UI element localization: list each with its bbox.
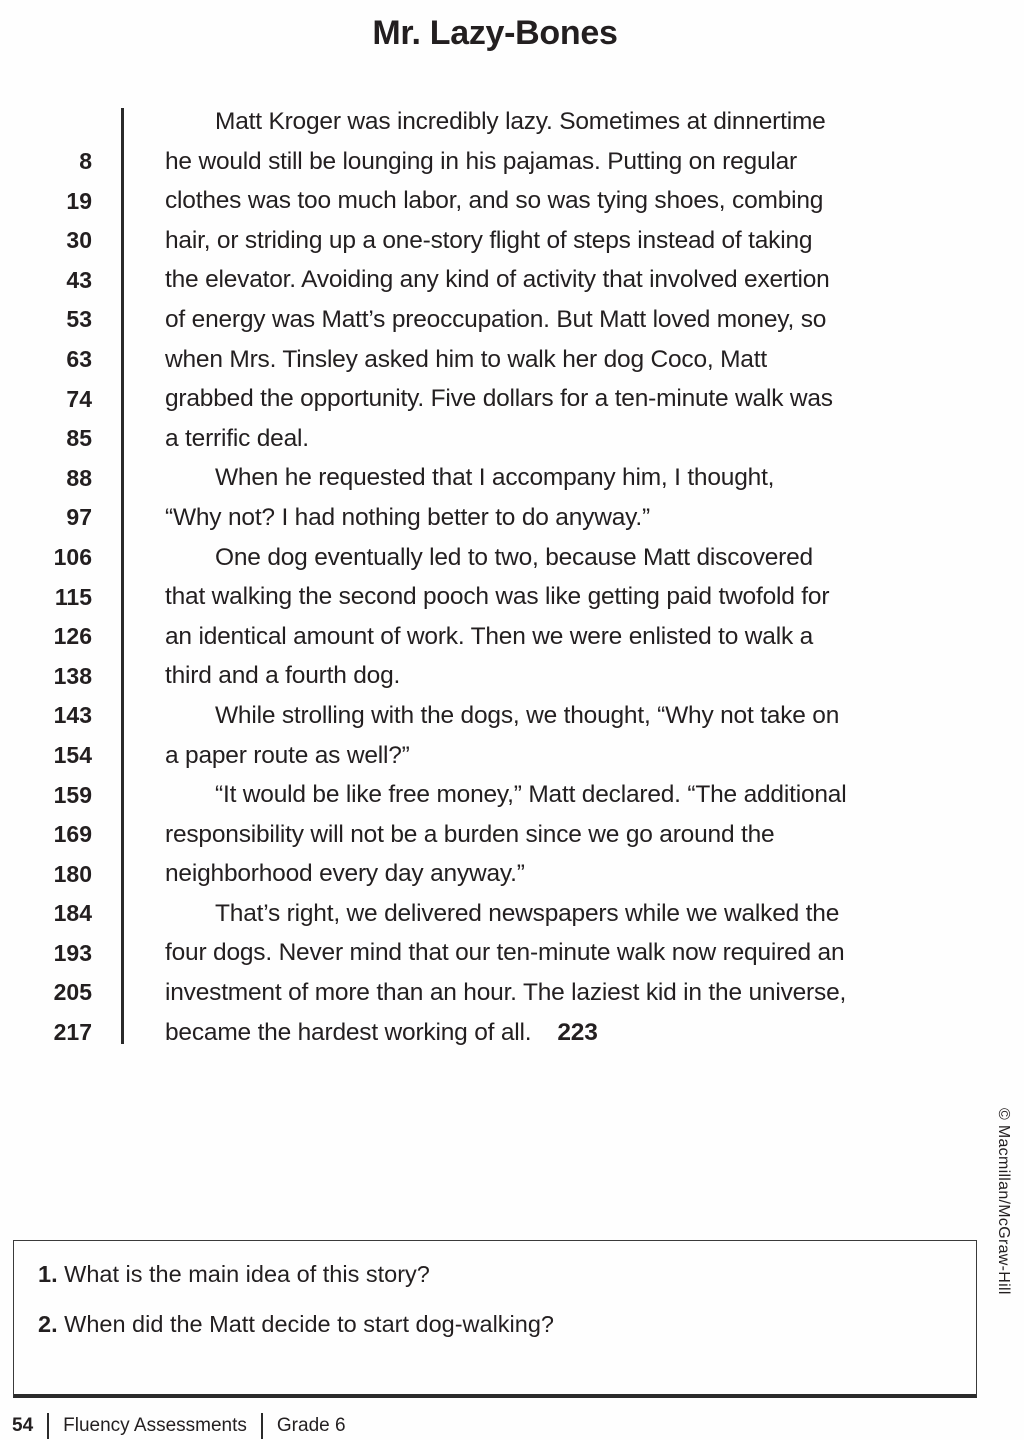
running-word-count: 180 bbox=[53, 860, 92, 887]
running-word-count: 115 bbox=[54, 583, 92, 610]
running-word-count: 43 bbox=[66, 266, 92, 293]
passage-line bbox=[165, 617, 885, 657]
passage-line bbox=[165, 775, 885, 815]
passage-line bbox=[165, 656, 885, 696]
running-word-count: 154 bbox=[53, 741, 92, 768]
running-word-count: 30 bbox=[66, 227, 92, 254]
footer-section: Fluency Assessments bbox=[63, 1415, 247, 1436]
passage-line-text: When he requested that I accompany him, I thought, bbox=[215, 464, 775, 492]
passage-line bbox=[165, 498, 885, 538]
passage-line-text: “Why not? I had nothing better to do anyway.” bbox=[165, 503, 650, 531]
passage-line bbox=[165, 696, 885, 736]
passage-line bbox=[165, 854, 885, 894]
passage-line-text: While strolling with the dogs, we thought, “Why not take on bbox=[215, 701, 840, 729]
passage-line bbox=[165, 933, 885, 973]
passage-line-text: One dog eventually led to two, because Matt discovered bbox=[215, 543, 813, 571]
passage-line bbox=[165, 221, 885, 261]
total-word-count: 223 bbox=[557, 1018, 598, 1046]
passage-line-text: four dogs. Never mind that our ten-minute walk now required an bbox=[165, 939, 845, 967]
passage-line bbox=[165, 102, 885, 142]
passage-line-text: clothes was too much labor, and so was tying shoes, combing bbox=[165, 187, 824, 215]
running-word-count: 97 bbox=[66, 504, 92, 531]
running-word-count: 205 bbox=[53, 979, 92, 1006]
question-text: When did the Matt decide to start dog-walking? bbox=[64, 1311, 554, 1337]
passage-line bbox=[165, 1013, 885, 1053]
passage-line bbox=[165, 973, 885, 1013]
running-word-count: 88 bbox=[66, 464, 92, 491]
footer-grade: Grade 6 bbox=[276, 1415, 346, 1436]
running-word-count: 85 bbox=[66, 425, 92, 452]
question-number: 2. bbox=[38, 1311, 58, 1337]
passage-line bbox=[165, 379, 885, 419]
passage-line-text: neighborhood every day anyway.” bbox=[165, 860, 525, 888]
running-word-count: 138 bbox=[53, 662, 92, 689]
running-word-count: 8 bbox=[79, 148, 92, 174]
passage-line bbox=[165, 340, 885, 380]
passage-line bbox=[165, 538, 885, 578]
vertical-divider bbox=[121, 108, 124, 1044]
passage-line-text: when Mrs. Tinsley asked him to walk her dog Coco, Matt bbox=[165, 345, 767, 373]
question-number: 1. bbox=[38, 1261, 58, 1287]
passage-line-text: he would still be lounging in his pajamas. Putting on regular bbox=[165, 147, 798, 175]
passage-line-text: grabbed the opportunity. Five dollars for a ten-minute walk was bbox=[165, 385, 833, 413]
running-word-count: 19 bbox=[66, 187, 92, 214]
passage-line-text: “It would be like free money,” Matt declared. “The additional bbox=[215, 781, 847, 809]
running-word-count: 143 bbox=[53, 702, 92, 729]
passage-line bbox=[165, 260, 885, 300]
passage-line bbox=[165, 458, 885, 498]
passage-line-text: an identical amount of work. Then we were enlisted to walk a bbox=[165, 622, 814, 650]
passage-line bbox=[165, 142, 885, 182]
running-word-count: 106 bbox=[53, 543, 92, 570]
passage-line-text: that walking the second pooch was like getting paid twofold for bbox=[165, 583, 830, 611]
passage-line-text: hair, or striding up a one-story flight of steps instead of taking bbox=[165, 226, 813, 254]
running-word-count: 217 bbox=[53, 1019, 92, 1046]
passage-line-text: a paper route as well?” bbox=[165, 741, 410, 769]
passage-line bbox=[165, 419, 885, 459]
passage-line bbox=[165, 577, 885, 617]
passage-line-text: of energy was Matt’s preoccupation. But Matt loved money, so bbox=[165, 305, 827, 333]
question-2 bbox=[38, 1311, 554, 1338]
passage-line-text: became the hardest working of all. bbox=[165, 1018, 532, 1046]
running-word-count: 126 bbox=[53, 623, 92, 650]
running-word-count: 159 bbox=[53, 781, 92, 808]
running-word-count: 184 bbox=[53, 900, 92, 927]
passage-line-text: Matt Kroger was incredibly lazy. Sometimes at dinnertime bbox=[215, 108, 826, 135]
passage-line-text: investment of more than an hour. The laziest kid in the universe, bbox=[165, 979, 847, 1007]
page-footer bbox=[12, 1413, 346, 1439]
passage-line-text: third and a fourth dog. bbox=[165, 662, 401, 690]
passage-line bbox=[165, 736, 885, 776]
question-text: What is the main idea of this story? bbox=[64, 1261, 430, 1287]
running-word-count: 74 bbox=[66, 385, 92, 412]
footer-separator bbox=[47, 1413, 49, 1439]
copyright-notice: © Macmillan/McGraw-Hill bbox=[995, 1108, 1012, 1295]
passage-line-text: responsibility will not be a burden since we go around the bbox=[165, 820, 775, 848]
passage-line bbox=[165, 181, 885, 221]
question-1 bbox=[38, 1261, 430, 1288]
reading-passage bbox=[165, 102, 885, 1052]
passage-line bbox=[165, 815, 885, 855]
running-word-count: 169 bbox=[53, 821, 92, 848]
passage-line bbox=[165, 894, 885, 934]
page-number: 54 bbox=[12, 1415, 34, 1436]
word-count-column bbox=[30, 142, 92, 1053]
running-word-count: 53 bbox=[66, 306, 92, 333]
passage-line-text: a terrific deal. bbox=[165, 424, 309, 452]
passage-line bbox=[165, 300, 885, 340]
passage-line-text: the elevator. Avoiding any kind of activity that involved exertion bbox=[165, 266, 830, 294]
questions-box bbox=[13, 1240, 977, 1398]
footer-separator bbox=[261, 1413, 263, 1439]
running-word-count: 63 bbox=[66, 345, 92, 372]
page-title: Mr. Lazy-Bones bbox=[372, 14, 618, 52]
running-word-count: 193 bbox=[53, 939, 92, 966]
passage-line-text: That’s right, we delivered newspapers while we walked the bbox=[215, 899, 840, 927]
